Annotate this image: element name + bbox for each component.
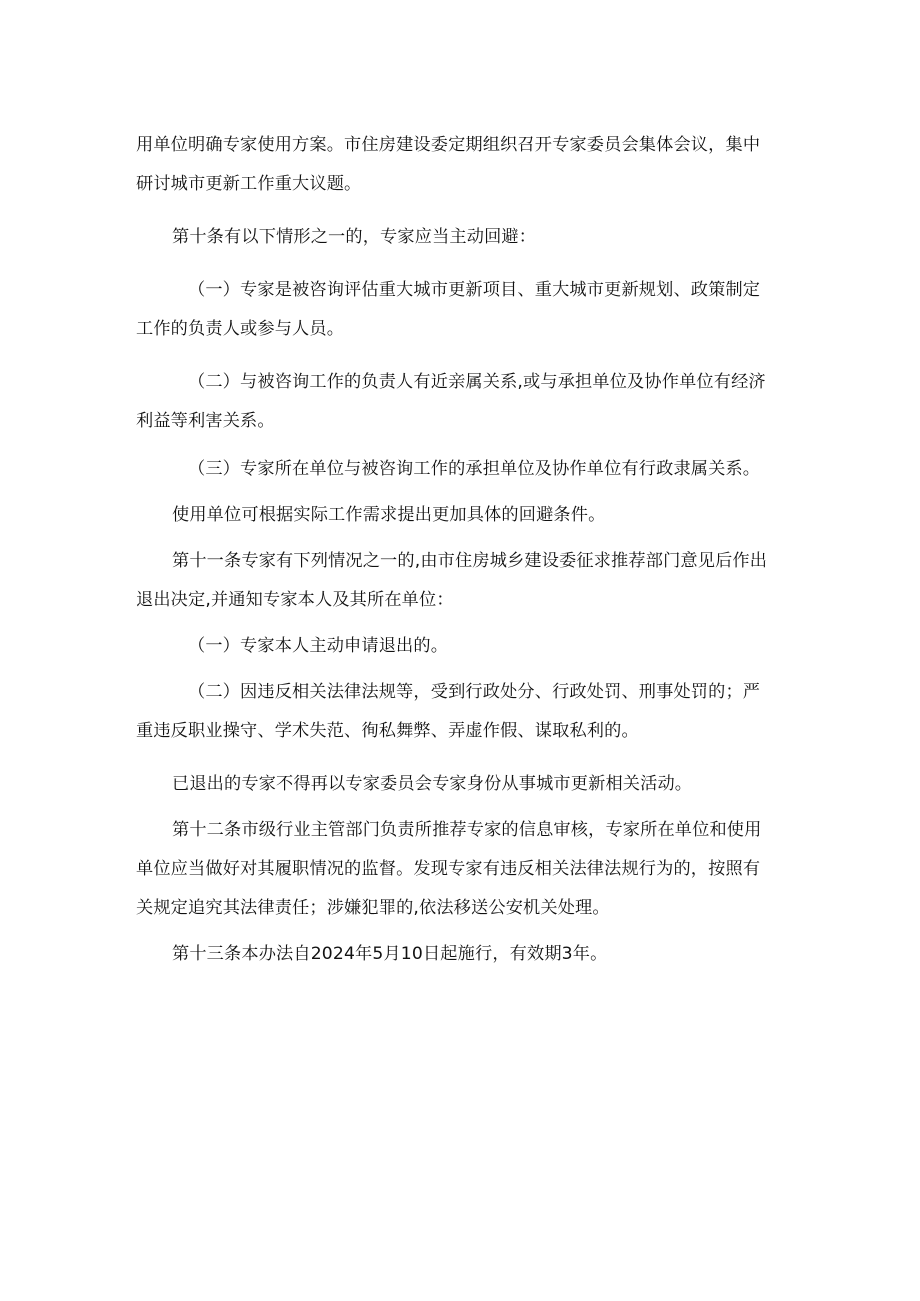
article-10-heading: 第十条有以下情形之一的，专家应当主动回避： [172, 227, 537, 247]
article-11-note: 已退出的专家不得再以专家委员会专家身份从事城市更新相关活动。 [172, 774, 693, 794]
article-10-note: 使用单位可根据实际工作需求提出更加具体的回避条件。 [172, 505, 606, 525]
article-10-item-2: （二）与被咨询工作的负责人有近亲属关系,或与承担单位及协作单位有经济利益等利害关系。 [136, 372, 766, 431]
paragraph-continuation: 用单位明确专家使用方案。市住房建设委定期组织召开专家委员会集体会议，集中研讨城市更新工作重大议题。 [136, 135, 761, 194]
document-body [136, 126, 776, 974]
article-11-item-1: （一）专家本人主动申请退出的。 [188, 636, 449, 656]
article-11-item-2: （二）因违反相关法律法规等，受到行政处分、行政处罚、刑事处罚的；严重违反职业操守、学术失范、徇私舞弊、弄虚作假、谋取私利的。 [136, 682, 761, 741]
article-10-item-3: （三）专家所在单位与被咨询工作的承担单位及协作单位有行政隶属关系。 [188, 459, 761, 479]
article-12: 第十二条市级行业主管部门负责所推荐专家的信息审核，专家所在单位和使用单位应当做好对其履职情况的监督。发现专家有违反相关法律法规行为的，按照有关规定追究其法律责任；涉嫌犯罪的,依法移送公安机关处理。 [136, 820, 762, 918]
article-13: 第十三条本办法自2024年5月10日起施行，有效期3年。 [172, 944, 608, 964]
article-10-item-1: （一）专家是被咨询评估重大城市更新项目、重大城市更新规划、政策制定工作的负责人或参与人员。 [136, 280, 761, 339]
article-11-heading: 第十一条专家有下列情况之一的,由市住房城乡建设委征求推荐部门意见后作出退出决定,并通知专家本人及其所在单位： [136, 551, 768, 610]
